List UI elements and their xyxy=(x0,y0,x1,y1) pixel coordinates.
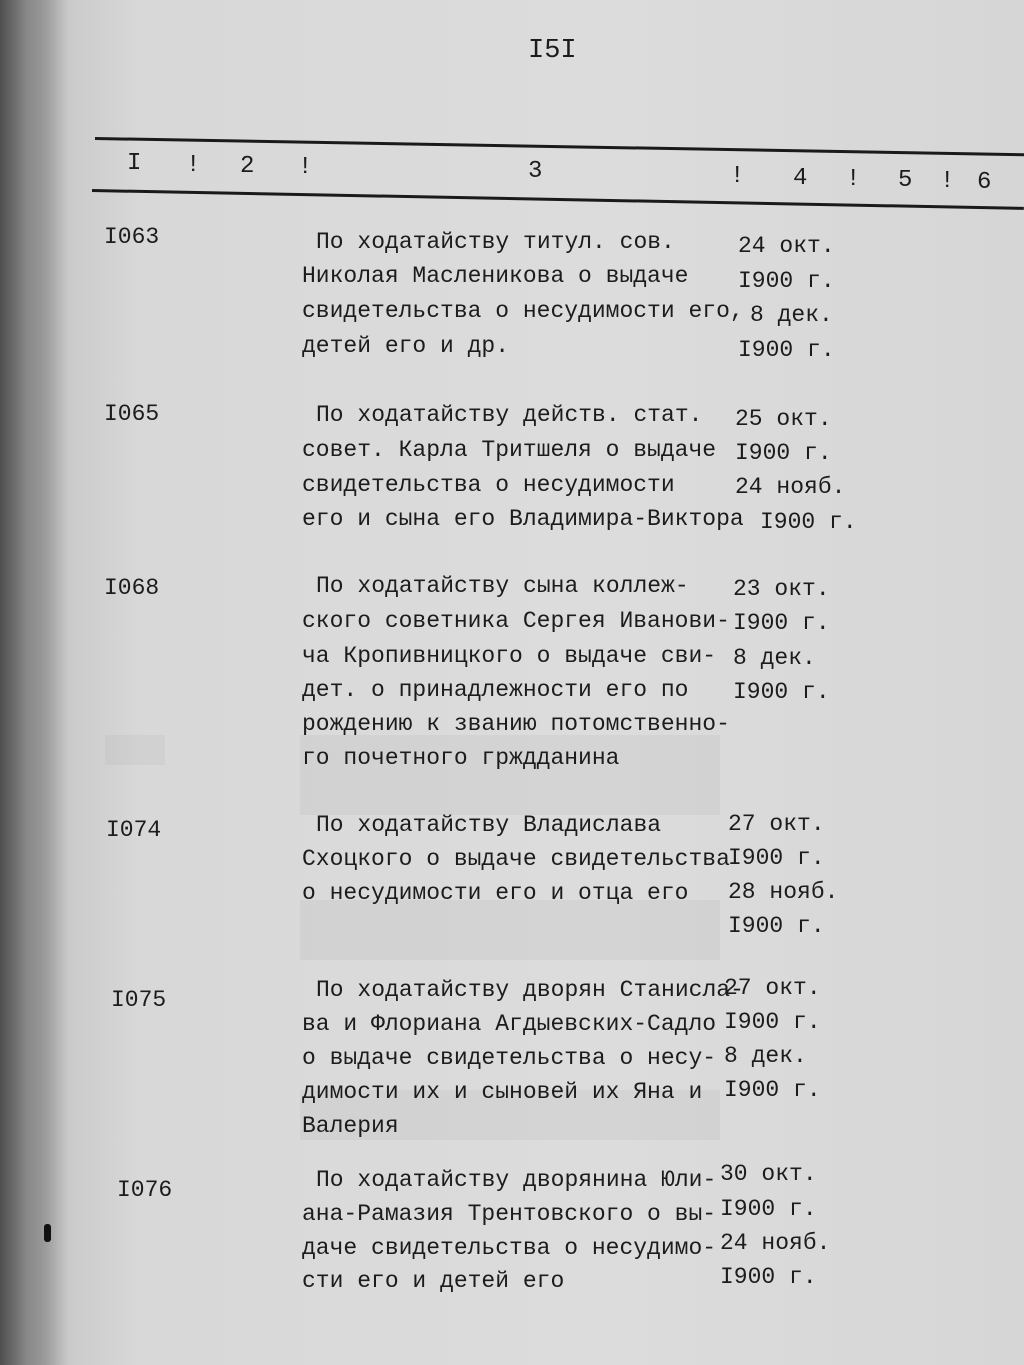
entry-description-line: Схоцкого о выдаче свидетельства xyxy=(302,846,730,872)
entry-description-line: ва и Флориана Агдыевских-Садло xyxy=(302,1011,717,1037)
column-separator: ! xyxy=(186,152,201,179)
entry-date: 27 окт. xyxy=(728,811,825,837)
bleed-through-block xyxy=(105,735,165,765)
entry-id: I068 xyxy=(104,575,160,601)
column-3-header: 3 xyxy=(528,158,543,185)
book-spine-shadow xyxy=(0,0,70,1365)
column-separator: ! xyxy=(940,168,955,195)
column-separator: ! xyxy=(846,166,861,193)
entry-description-line: По ходатайству сына коллеж- xyxy=(316,573,689,599)
column-6-header: 6 xyxy=(977,169,992,196)
entry-description-line: димости их и сыновей их Яна и xyxy=(302,1079,703,1105)
entry-date: I900 г. xyxy=(733,610,830,636)
entry-description-line: детей его и др. xyxy=(302,333,510,359)
entry-id: I065 xyxy=(104,401,160,427)
entry-date: 24 нояб. xyxy=(720,1230,831,1256)
entry-description-line: ского советника Сергея Иванови- xyxy=(302,608,730,634)
entry-date: I900 г. xyxy=(728,913,825,939)
entry-description-line: сти его и детей его xyxy=(302,1268,565,1294)
entry-description-line: его и сына его Владимира-Виктора xyxy=(302,506,744,532)
entry-date: I900 г. xyxy=(720,1264,817,1290)
entry-description-line: По ходатайству Владислава xyxy=(316,812,662,838)
entry-date: 25 окт. xyxy=(735,406,832,432)
entry-description-line: По ходатайству дворян Станисла- xyxy=(316,977,744,1003)
table-header-top-rule xyxy=(95,137,1024,156)
entry-date: I900 г. xyxy=(738,268,835,294)
column-separator: ! xyxy=(730,163,745,190)
column-2-header: 2 xyxy=(240,153,255,180)
margin-ink-mark xyxy=(44,1224,51,1242)
entry-description-line: даче свидетельства о несудимо- xyxy=(302,1235,717,1261)
entry-date: I900 г. xyxy=(760,509,857,535)
entry-date: 23 окт. xyxy=(733,576,830,602)
entry-description-line: Николая Масленикова о выдаче xyxy=(302,263,689,289)
entry-date: 8 дек. xyxy=(724,1043,807,1069)
entry-date: I900 г. xyxy=(724,1077,821,1103)
entry-date: 24 окт. xyxy=(738,233,835,259)
entry-date: I900 г. xyxy=(720,1196,817,1222)
entry-description-line: По ходатайству дворянина Юли- xyxy=(316,1167,717,1193)
entry-description-line: ана-Рамазия Трентовского о вы- xyxy=(302,1201,717,1227)
column-separator: ! xyxy=(298,154,313,181)
entry-date: 30 окт. xyxy=(720,1161,817,1187)
entry-date: 24 нояб. xyxy=(735,474,846,500)
entry-id: I075 xyxy=(111,987,167,1013)
entry-description-line: о несудимости его и отца его xyxy=(302,880,689,906)
column-1-header: I xyxy=(127,150,142,177)
entry-date: I900 г. xyxy=(728,845,825,871)
entry-date: I900 г. xyxy=(738,337,835,363)
entry-description-line: рождению к званию потомственно- xyxy=(302,711,730,737)
column-5-header: 5 xyxy=(898,167,913,194)
entry-date: I900 г. xyxy=(733,679,830,705)
entry-description-line: свидетельства о несудимости его, xyxy=(302,298,744,324)
bleed-through-block xyxy=(300,900,720,960)
entry-date: 27 окт. xyxy=(724,975,821,1001)
entry-description-line: По ходатайству действ. стат. xyxy=(316,402,703,428)
entry-description-line: ча Кропивницкого о выдаче сви- xyxy=(302,643,717,669)
entry-description-line: го почетного грждданина xyxy=(302,745,620,771)
entry-id: I074 xyxy=(106,817,162,843)
column-4-header: 4 xyxy=(793,165,808,192)
entry-date: 8 дек. xyxy=(733,645,816,671)
entry-date: 28 нояб. xyxy=(728,879,839,905)
entry-date: I900 г. xyxy=(735,440,832,466)
entry-id: I076 xyxy=(117,1177,173,1203)
entry-description-line: совет. Карла Тритшеля о выдаче xyxy=(302,437,717,463)
entry-description-line: Валерия xyxy=(302,1113,399,1139)
entry-description-line: дет. о принадлежности его по xyxy=(302,677,689,703)
entry-id: I063 xyxy=(104,224,160,250)
page-number: I5I xyxy=(528,36,577,66)
entry-description-line: свидетельства о несудимости xyxy=(302,472,675,498)
table-header-bottom-rule xyxy=(92,189,1024,210)
entry-description-line: о выдаче свидетельства о несу- xyxy=(302,1045,717,1071)
entry-date: I900 г. xyxy=(724,1009,821,1035)
entry-description-line: По ходатайству титул. сов. xyxy=(316,229,675,255)
entry-date: 8 дек. xyxy=(750,302,833,328)
